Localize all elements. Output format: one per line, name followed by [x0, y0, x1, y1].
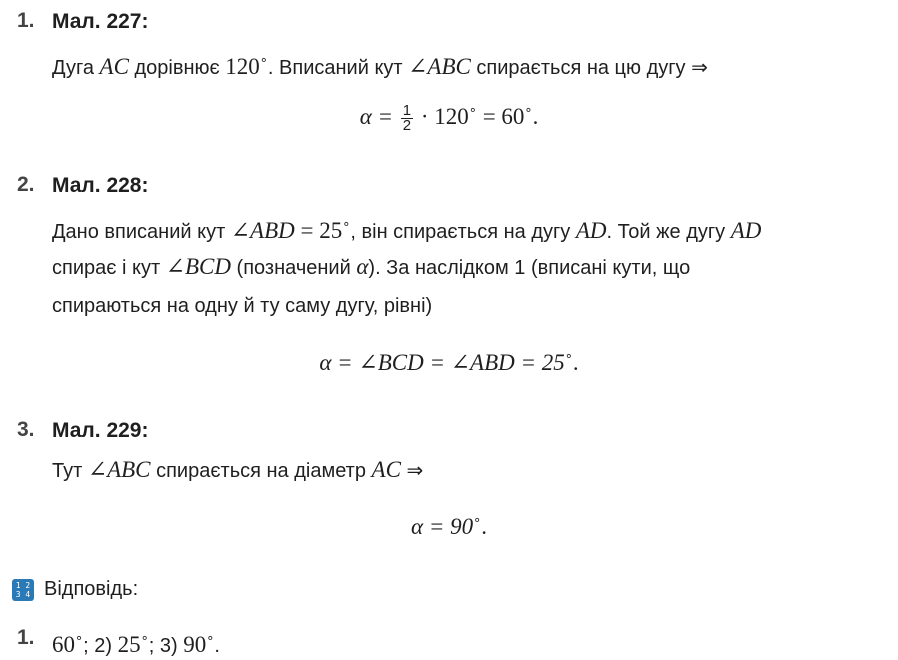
- formula-3: α = 90∘.: [411, 512, 487, 539]
- item-number-1: 1.: [17, 9, 35, 32]
- answer-number: 1.: [17, 626, 35, 649]
- item-text-3: Тут ∠ABC спирається на діаметр AC ⇒: [52, 457, 424, 482]
- answer-label: Відповідь:: [44, 578, 139, 600]
- item-text-2a: Дано вписаний кут ∠ABD = 25∘, він спирається на дугу AD. Той же дугу AD: [52, 216, 762, 243]
- item-text-2c: спираються на одну й ту саму дугу, рівні): [52, 295, 433, 317]
- item-text-1: Дуга AC дорівнює 120∘. Вписаний кут ∠ABC спирається на цю дугу ⇒: [52, 52, 708, 79]
- item-number-3: 3.: [17, 418, 35, 441]
- item-text-2b: спирає і кут ∠BCD (позначений α). За наслідком 1 (вписані кути, що: [52, 254, 691, 279]
- numbers-icon: 1 2 3 4: [12, 579, 34, 601]
- item-heading-2: Мал. 228:: [52, 174, 149, 197]
- answer-values: 60∘; 2) 25∘; 3) 90∘.: [52, 630, 220, 657]
- item-heading-1: Мал. 227:: [52, 10, 149, 33]
- formula-2: α = ∠BCD = ∠ABD = 25∘.: [319, 348, 579, 375]
- item-heading-3: Мал. 229:: [52, 419, 149, 442]
- formula-1: α = $\frac{1}{2}$ · 120∘ = 60∘.: [359, 102, 539, 135]
- item-number-2: 2.: [17, 173, 35, 196]
